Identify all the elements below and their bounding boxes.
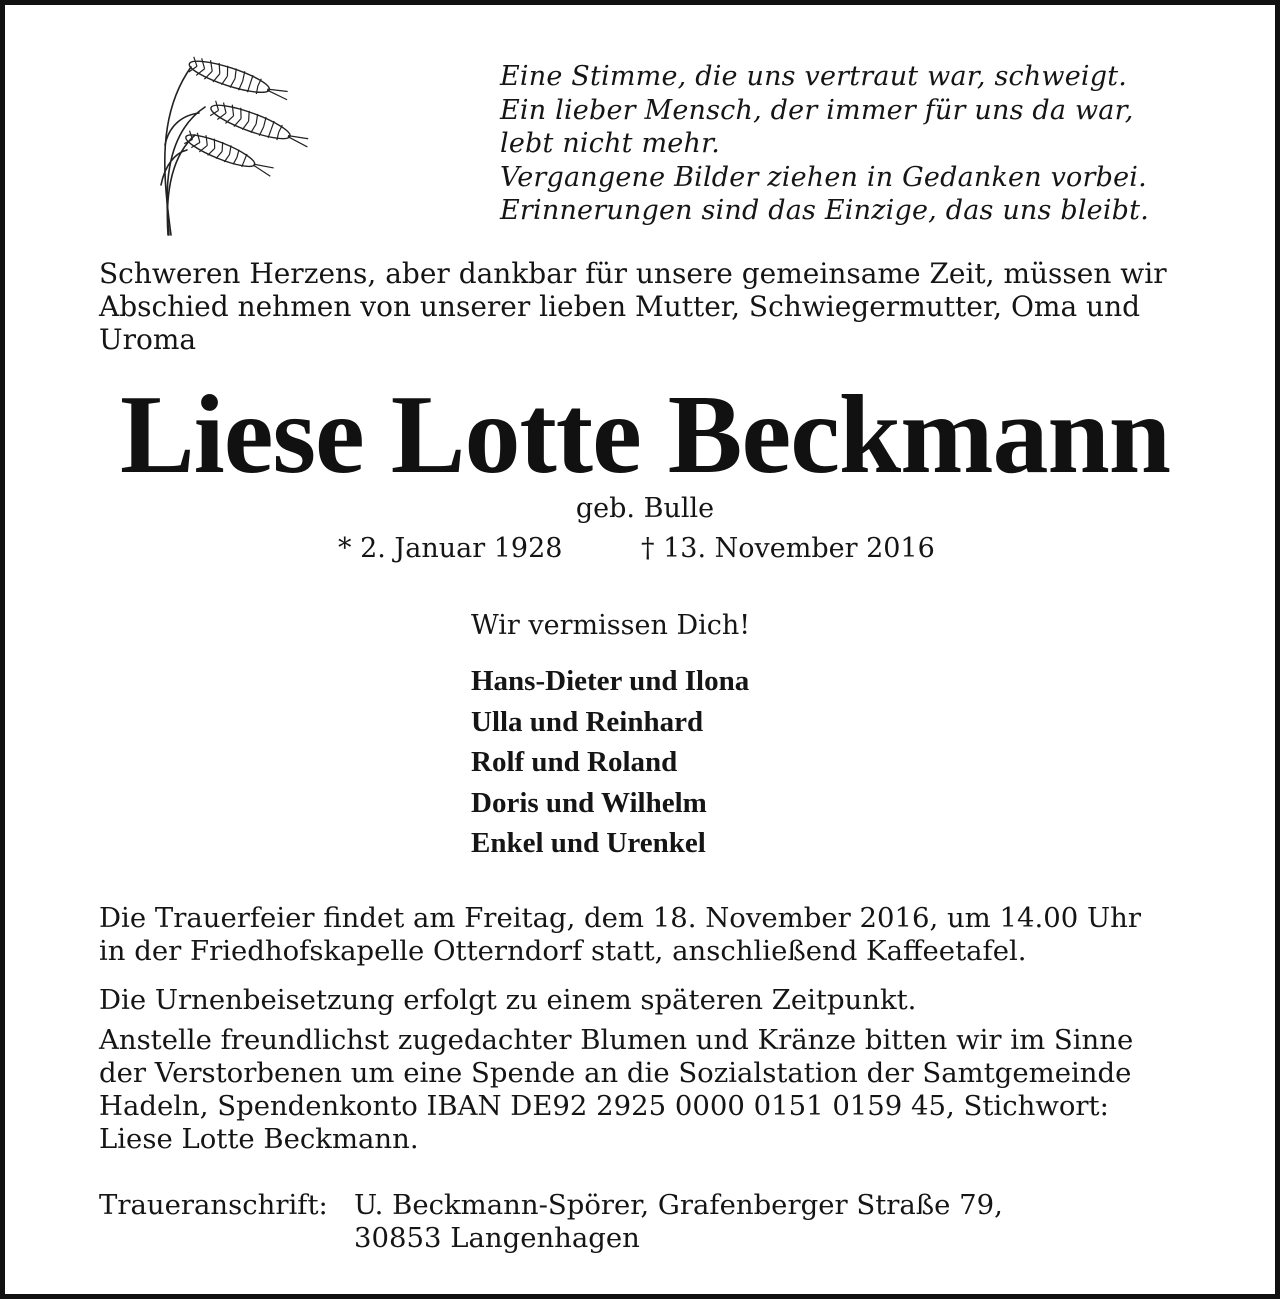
donation-info bbox=[99, 1024, 1133, 1156]
address-line-2: 30853 Langenhagen bbox=[354, 1222, 640, 1254]
donation-line: Hadeln, Spendenkonto IBAN DE92 2925 0000 0151 0159 45, Stichwort: bbox=[99, 1090, 1109, 1122]
intro-paragraph bbox=[99, 257, 1167, 356]
birth-name: geb. Bulle bbox=[575, 493, 715, 524]
death-date: † 13. November 2016 bbox=[641, 533, 935, 564]
family-member: Doris und Wilhelm bbox=[471, 786, 707, 819]
poem-line: Eine Stimme, die uns vertraut war, schweigt. bbox=[500, 61, 1128, 92]
wheat-ears-icon bbox=[135, 35, 325, 240]
family-member: Enkel und Urenkel bbox=[471, 827, 706, 859]
donation-line: Anstelle freundlichst zugedachter Blumen und Kränze bitten wir im Sinne bbox=[99, 1024, 1134, 1056]
urn-burial-info bbox=[99, 984, 916, 1017]
deceased-name: Liese Lotte Beckmann bbox=[119, 373, 1171, 497]
family-list bbox=[471, 661, 749, 864]
donation-line: der Verstorbenen um eine Spende an die Sozialstation der Samtgemeinde bbox=[99, 1057, 1132, 1089]
poem-line: lebt nicht mehr. bbox=[500, 128, 720, 159]
address-line-1: U. Beckmann-Spörer, Grafenberger Straße 79, bbox=[354, 1189, 1003, 1221]
funeral-line: in der Friedhofskapelle Otterndorf statt, anschließend Kaffeetafel. bbox=[99, 935, 1027, 967]
funeral-info bbox=[99, 902, 1141, 968]
poem-line: Erinnerungen sind das Einzige, das uns bleibt. bbox=[500, 195, 1149, 226]
birth-date: * 2. Januar 1928 bbox=[338, 533, 563, 564]
family-member: Hans-Dieter und Ilona bbox=[471, 665, 750, 697]
intro-line: Uroma bbox=[99, 323, 197, 356]
funeral-line: Die Trauerfeier findet am Freitag, dem 18. November 2016, um 14.00 Uhr bbox=[99, 902, 1141, 934]
intro-line: Schweren Herzens, aber dankbar für unsere gemeinsame Zeit, müssen wir bbox=[99, 257, 1167, 290]
family-member: Rolf und Roland bbox=[471, 746, 678, 778]
address-label: Traueranschrift: bbox=[99, 1189, 328, 1221]
poem-line: Ein lieber Mensch, der immer für uns da war, bbox=[500, 94, 1134, 126]
poem bbox=[500, 60, 1149, 228]
donation-line: Liese Lotte Beckmann. bbox=[99, 1123, 419, 1155]
family-member: Ulla und Reinhard bbox=[471, 705, 704, 738]
urn-line: Die Urnenbeisetzung erfolgt zu einem späteren Zeitpunkt. bbox=[99, 984, 917, 1016]
intro-line: Abschied nehmen von unserer lieben Mutter, Schwiegermutter, Oma und bbox=[99, 290, 1141, 323]
mourning-message: Wir vermissen Dich! bbox=[471, 610, 751, 641]
poem-line: Vergangene Bilder ziehen in Gedanken vorbei. bbox=[500, 161, 1147, 193]
